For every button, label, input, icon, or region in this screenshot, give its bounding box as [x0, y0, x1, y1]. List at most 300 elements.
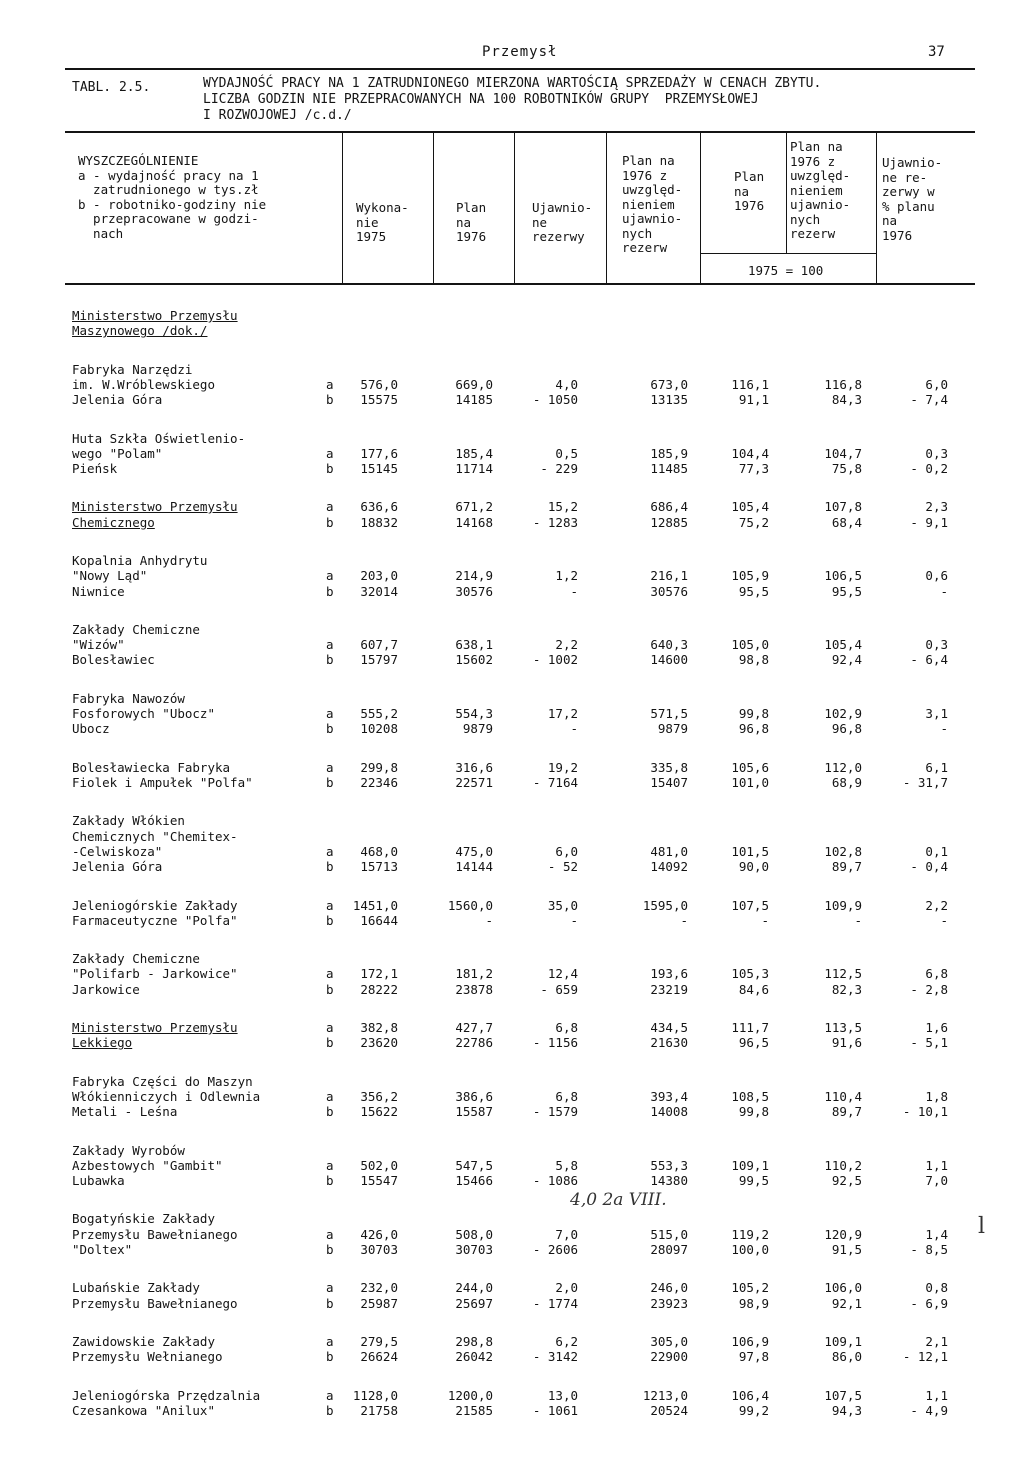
cell-a-col3: 2,2: [555, 637, 578, 653]
row-indicator-a: a: [326, 1226, 334, 1242]
row-label: -Celwiskoza": [72, 843, 163, 859]
cell-b-col2: 26042: [455, 1349, 493, 1365]
cell-b-col3: - 1579: [532, 1104, 578, 1120]
cell-b-col3: - 229: [540, 461, 578, 477]
cell-b-col1: 23620: [360, 1035, 398, 1051]
cell-a-col2: 181,2: [455, 966, 493, 982]
row-indicator-a: a: [326, 1387, 334, 1403]
row-indicator-a: a: [326, 966, 334, 982]
cell-a-col2: 427,7: [455, 1020, 493, 1035]
cell-b-col7: -: [940, 912, 948, 928]
cell-a-col1: 356,2: [360, 1088, 398, 1104]
row-indicator-b: b: [326, 1349, 334, 1365]
cell-a-col2: 669,0: [455, 376, 493, 392]
row-label: Zawidowskie Zakłady: [72, 1333, 215, 1349]
row-label: Jarkowice: [72, 981, 140, 997]
cell-b-col1: 15713: [360, 859, 398, 875]
cell-b-col7: - 8,5: [910, 1241, 948, 1257]
cell-a-col4: 1595,0: [642, 897, 688, 913]
cell-a-col6: 113,5: [824, 1020, 862, 1035]
cell-a-col4: 246,0: [650, 1280, 688, 1296]
cell-b-col6: 75,8: [831, 461, 862, 477]
cell-a-col1: 636,6: [360, 499, 398, 515]
cell-a-col7: 2,1: [925, 1333, 948, 1349]
cell-a-col4: 515,0: [650, 1226, 688, 1242]
row-label: Zakłady Chemiczne: [72, 951, 200, 967]
row-label: Przemysłu Bawełnianego: [72, 1226, 238, 1242]
cell-a-col5: 105,4: [731, 499, 769, 515]
row-indicator-b: b: [326, 1173, 334, 1189]
cell-a-col3: 0,5: [555, 445, 578, 461]
cell-b-col6: 94,3: [831, 1402, 862, 1418]
cell-a-col5: 101,5: [731, 843, 769, 859]
cell-a-col6: 120,9: [824, 1226, 862, 1242]
cell-a-col5: 105,0: [731, 637, 769, 653]
cell-a-col5: 116,1: [731, 376, 769, 392]
cell-b-col1: 32014: [360, 583, 398, 599]
cell-a-col4: 1213,0: [642, 1387, 688, 1403]
cell-b-col2: 15466: [455, 1173, 493, 1189]
cell-b-col5: 75,2: [738, 514, 769, 530]
cell-b-col2: 11714: [455, 461, 493, 477]
cell-a-col7: 1,6: [925, 1020, 948, 1035]
cell-a-col7: 0,3: [925, 637, 948, 653]
cell-b-col3: - 1061: [532, 1402, 578, 1418]
cell-b-col3: -: [570, 912, 578, 928]
cell-a-col3: 35,0: [547, 897, 578, 913]
cell-b-col6: -: [854, 912, 862, 928]
row-indicator-b: b: [326, 1104, 334, 1120]
cell-b-col3: - 1086: [532, 1173, 578, 1189]
cell-b-col1: 22346: [360, 774, 398, 790]
header-ujawnione: Ujawnio- ne rezerwy: [532, 200, 593, 244]
row-label: Fosforowych "Ubocz": [72, 706, 215, 722]
cell-a-col1: 299,8: [360, 759, 398, 775]
page-number: 37: [928, 44, 945, 60]
cell-b-col7: - 6,9: [910, 1295, 948, 1311]
cell-a-col4: 686,4: [650, 499, 688, 515]
cell-a-col1: 232,0: [360, 1280, 398, 1296]
cell-b-col1: 15547: [360, 1173, 398, 1189]
cell-a-col3: 12,4: [547, 966, 578, 982]
cell-a-col6: 109,1: [824, 1333, 862, 1349]
row-indicator-b: b: [326, 1035, 334, 1051]
row-indicator-b: b: [326, 912, 334, 928]
header-index-plan: Plan na 1976: [734, 169, 765, 213]
cell-b-col6: 86,0: [831, 1349, 862, 1365]
row-indicator-a: a: [326, 445, 334, 461]
cell-b-col2: 22571: [455, 774, 493, 790]
row-label: Ministerstwo Przemysłu: [72, 308, 238, 323]
row-label: Przemysłu Wełnianego: [72, 1349, 223, 1365]
header-sub-rule: [700, 253, 876, 254]
cell-a-col6: 107,8: [824, 499, 862, 515]
cell-b-col7: - 10,1: [902, 1104, 948, 1120]
cell-a-col2: 1200,0: [447, 1387, 493, 1403]
cell-b-col6: 89,7: [831, 859, 862, 875]
row-label: "Wizów": [72, 637, 125, 653]
cell-b-col5: 90,0: [738, 859, 769, 875]
cell-a-col1: 203,0: [360, 568, 398, 584]
row-indicator-b: b: [326, 652, 334, 668]
cell-b-col6: 96,8: [831, 721, 862, 737]
row-indicator-a: a: [326, 499, 334, 515]
cell-a-col2: 244,0: [455, 1280, 493, 1296]
cell-b-col4: 23923: [650, 1295, 688, 1311]
row-indicator-b: b: [326, 514, 334, 530]
cell-b-col1: 26624: [360, 1349, 398, 1365]
cell-b-col7: 7,0: [925, 1173, 948, 1189]
row-label: Bolesławiecka Fabryka: [72, 759, 231, 775]
header-divider: [606, 133, 607, 283]
row-indicator-a: a: [326, 1020, 334, 1035]
row-indicator-b: b: [326, 1295, 334, 1311]
row-label: Przemysłu Bawełnianego: [72, 1295, 238, 1311]
cell-a-col2: 554,3: [455, 706, 493, 722]
cell-a-col3: 19,2: [547, 759, 578, 775]
cell-a-col3: 6,8: [555, 1020, 578, 1035]
row-label: Kopalnia Anhydrytu: [72, 553, 208, 568]
cell-b-col2: 21585: [455, 1402, 493, 1418]
cell-b-col3: -: [570, 721, 578, 737]
cell-a-col1: 555,2: [360, 706, 398, 722]
cell-a-col6: 116,8: [824, 376, 862, 392]
cell-b-col7: - 6,4: [910, 652, 948, 668]
cell-a-col5: 105,3: [731, 966, 769, 982]
cell-a-col7: 0,1: [925, 843, 948, 859]
cell-b-col4: 23219: [650, 981, 688, 997]
header-percent: Ujawnio- ne re- zerwy w % planu na 1976: [882, 155, 943, 243]
page-title: Przemysł: [482, 44, 558, 60]
cell-a-col5: 106,4: [731, 1387, 769, 1403]
cell-a-col6: 112,0: [824, 759, 862, 775]
header-plan-1976: Plan na 1976: [456, 200, 487, 244]
cell-a-col6: 112,5: [824, 966, 862, 982]
cell-a-col3: 15,2: [547, 499, 578, 515]
cell-b-col2: -: [485, 912, 493, 928]
cell-b-col3: - 3142: [532, 1349, 578, 1365]
cell-b-col5: -: [761, 912, 769, 928]
cell-a-col3: 6,0: [555, 843, 578, 859]
row-indicator-b: b: [326, 392, 334, 408]
cell-a-col2: 214,9: [455, 568, 493, 584]
cell-a-col2: 508,0: [455, 1226, 493, 1242]
header-divider: [433, 133, 434, 283]
cell-a-col1: 576,0: [360, 376, 398, 392]
cell-b-col5: 77,3: [738, 461, 769, 477]
row-indicator-a: a: [326, 1280, 334, 1296]
cell-b-col7: - 0,2: [910, 461, 948, 477]
cell-b-col6: 82,3: [831, 981, 862, 997]
cell-a-col4: 481,0: [650, 843, 688, 859]
row-label: Ministerstwo Przemysłu: [72, 1020, 238, 1035]
row-indicator-a: a: [326, 843, 334, 859]
header-divider: [700, 133, 701, 283]
cell-a-col2: 386,6: [455, 1088, 493, 1104]
cell-a-col6: 106,0: [824, 1280, 862, 1296]
row-indicator-a: a: [326, 568, 334, 584]
cell-b-col5: 99,8: [738, 1104, 769, 1120]
cell-b-col3: - 1156: [532, 1035, 578, 1051]
cell-a-col6: 102,9: [824, 706, 862, 722]
cell-a-col2: 671,2: [455, 499, 493, 515]
cell-b-col3: - 1050: [532, 392, 578, 408]
cell-a-col5: 99,8: [738, 706, 769, 722]
cell-b-col6: 91,6: [831, 1035, 862, 1051]
row-label: Lekkiego: [72, 1035, 133, 1051]
header-divider: [876, 133, 877, 283]
row-label: Fabryka Części do Maszyn: [72, 1073, 253, 1089]
cell-a-col5: 105,2: [731, 1280, 769, 1296]
row-indicator-b: b: [326, 461, 334, 477]
row-indicator-b: b: [326, 774, 334, 790]
cell-b-col7: - 4,9: [910, 1402, 948, 1418]
cell-a-col3: 6,8: [555, 1088, 578, 1104]
cell-b-col4: 11485: [650, 461, 688, 477]
cell-a-col5: 106,9: [731, 1333, 769, 1349]
row-label: Fabryka Narzędzi: [72, 361, 193, 377]
row-label: Ubocz: [72, 721, 110, 737]
cell-b-col3: -: [570, 583, 578, 599]
cell-a-col5: 105,9: [731, 568, 769, 584]
cell-a-col6: 106,5: [824, 568, 862, 584]
cell-b-col1: 10208: [360, 721, 398, 737]
row-indicator-a: a: [326, 1088, 334, 1104]
cell-a-col7: 2,2: [925, 897, 948, 913]
cell-a-col6: 105,4: [824, 637, 862, 653]
row-indicator-a: a: [326, 1157, 334, 1173]
cell-b-col4: 20524: [650, 1402, 688, 1418]
cell-a-col4: 553,3: [650, 1157, 688, 1173]
cell-b-col6: 68,4: [831, 514, 862, 530]
row-label: Azbestowych "Gambit": [72, 1157, 223, 1173]
row-indicator-b: b: [326, 1241, 334, 1257]
header-index-base: 1975 = 100: [748, 263, 824, 278]
cell-b-col5: 101,0: [731, 774, 769, 790]
header-wykonanie: Wykona- nie 1975: [356, 200, 409, 244]
row-label: Fabryka Nawozów: [72, 690, 185, 706]
cell-b-col4: -: [680, 912, 688, 928]
cell-a-col6: 104,7: [824, 445, 862, 461]
cell-a-col7: 0,3: [925, 445, 948, 461]
cell-b-col7: - 12,1: [902, 1349, 948, 1365]
cell-a-col7: 6,0: [925, 376, 948, 392]
cell-b-col5: 95,5: [738, 583, 769, 599]
cell-a-col7: 2,3: [925, 499, 948, 515]
cell-b-col4: 13135: [650, 392, 688, 408]
cell-a-col6: 109,9: [824, 897, 862, 913]
row-label: Farmaceutyczne "Polfa": [72, 912, 238, 928]
row-label: Zakłady Wyrobów: [72, 1142, 185, 1158]
handwritten-note: 4,0 2a VIII.: [570, 1190, 667, 1210]
cell-a-col3: 2,0: [555, 1280, 578, 1296]
cell-a-col4: 434,5: [650, 1020, 688, 1035]
cell-b-col2: 30576: [455, 583, 493, 599]
row-indicator-a: a: [326, 706, 334, 722]
cell-b-col1: 15145: [360, 461, 398, 477]
cell-a-col2: 316,6: [455, 759, 493, 775]
cell-b-col3: - 2606: [532, 1241, 578, 1257]
cell-a-col4: 335,8: [650, 759, 688, 775]
cell-b-col4: 14092: [650, 859, 688, 875]
row-label: Jeleniogórskie Zakłady: [72, 897, 238, 913]
cell-b-col3: - 1002: [532, 652, 578, 668]
cell-b-col6: 68,9: [831, 774, 862, 790]
row-label: Jeleniogórska Przędzalnia: [72, 1387, 261, 1403]
row-label: Ministerstwo Przemysłu: [72, 499, 238, 515]
cell-b-col3: - 659: [540, 981, 578, 997]
cell-b-col2: 30703: [455, 1241, 493, 1257]
cell-a-col1: 172,1: [360, 966, 398, 982]
row-indicator-b: b: [326, 583, 334, 599]
cell-b-col5: 98,8: [738, 652, 769, 668]
cell-a-col2: 1560,0: [447, 897, 493, 913]
cell-b-col1: 15575: [360, 392, 398, 408]
cell-b-col4: 14008: [650, 1104, 688, 1120]
row-indicator-a: a: [326, 637, 334, 653]
cell-a-col5: 107,5: [731, 897, 769, 913]
row-label: Zakłady Włókien: [72, 813, 185, 829]
cell-a-col2: 185,4: [455, 445, 493, 461]
cell-a-col4: 571,5: [650, 706, 688, 722]
cell-a-col4: 673,0: [650, 376, 688, 392]
cell-b-col5: 99,5: [738, 1173, 769, 1189]
cell-a-col7: 3,1: [925, 706, 948, 722]
cell-b-col6: 89,7: [831, 1104, 862, 1120]
cell-b-col6: 92,4: [831, 652, 862, 668]
header-bottom-rule: [65, 283, 975, 285]
cell-a-col6: 107,5: [824, 1387, 862, 1403]
cell-b-col4: 14600: [650, 652, 688, 668]
row-indicator-a: a: [326, 897, 334, 913]
cell-a-col3: 4,0: [555, 376, 578, 392]
row-label: Lubańskie Zakłady: [72, 1280, 200, 1296]
cell-b-col2: 14144: [455, 859, 493, 875]
header-plan-uwzgl: Plan na 1976 z uwzględ- nieniem ujawnio- nych rezerw: [622, 153, 683, 255]
cell-a-col6: 110,4: [824, 1088, 862, 1104]
cell-b-col4: 28097: [650, 1241, 688, 1257]
row-label: Pieńsk: [72, 461, 118, 477]
cell-a-col2: 298,8: [455, 1333, 493, 1349]
cell-b-col4: 9879: [657, 721, 688, 737]
cell-a-col7: 0,6: [925, 568, 948, 584]
header-divider: [342, 133, 343, 283]
cell-a-col6: 110,2: [824, 1157, 862, 1173]
cell-a-col7: 1,4: [925, 1226, 948, 1242]
cell-a-col1: 177,6: [360, 445, 398, 461]
row-label: wego "Polam": [72, 445, 163, 461]
cell-b-col5: 91,1: [738, 392, 769, 408]
cell-a-col5: 105,6: [731, 759, 769, 775]
cell-b-col2: 9879: [462, 721, 493, 737]
cell-a-col3: 1,2: [555, 568, 578, 584]
cell-a-col4: 305,0: [650, 1333, 688, 1349]
cell-b-col4: 22900: [650, 1349, 688, 1365]
cell-b-col7: - 31,7: [902, 774, 948, 790]
cell-a-col1: 1128,0: [352, 1387, 398, 1403]
row-indicator-a: a: [326, 376, 334, 392]
cell-b-col1: 16644: [360, 912, 398, 928]
cell-a-col7: 1,8: [925, 1088, 948, 1104]
cell-b-col1: 15797: [360, 652, 398, 668]
cell-a-col4: 393,4: [650, 1088, 688, 1104]
cell-b-col7: - 7,4: [910, 392, 948, 408]
cell-b-col2: 14168: [455, 514, 493, 530]
cell-a-col3: 5,8: [555, 1157, 578, 1173]
cell-b-col5: 100,0: [731, 1241, 769, 1257]
cell-b-col7: -: [940, 721, 948, 737]
row-label: Chemicznych "Chemitex-: [72, 828, 238, 844]
cell-a-col1: 468,0: [360, 843, 398, 859]
page-header: [0, 44, 1024, 68]
cell-b-col6: 92,5: [831, 1173, 862, 1189]
cell-a-col1: 426,0: [360, 1226, 398, 1242]
cell-b-col7: - 9,1: [910, 514, 948, 530]
cell-a-col4: 216,1: [650, 568, 688, 584]
row-label: Chemicznego: [72, 514, 155, 530]
cell-a-col4: 640,3: [650, 637, 688, 653]
cell-b-col1: 28222: [360, 981, 398, 997]
cell-b-col3: - 1283: [532, 514, 578, 530]
row-label: Zakłady Chemiczne: [72, 621, 200, 637]
header-index-plan-uwzgl: Plan na 1976 z uwzględ- nieniem ujawnio- nych rezerw: [790, 139, 851, 241]
cell-b-col1: 30703: [360, 1241, 398, 1257]
cell-b-col3: - 1774: [532, 1295, 578, 1311]
row-label: Lubawka: [72, 1173, 125, 1189]
cell-b-col4: 12885: [650, 514, 688, 530]
cell-b-col4: 15407: [650, 774, 688, 790]
row-indicator-b: b: [326, 859, 334, 875]
table-title-line: I ROZWOJOWEJ /c.d./: [203, 108, 352, 123]
cell-b-col5: 99,2: [738, 1402, 769, 1418]
cell-b-col2: 25697: [455, 1295, 493, 1311]
cell-b-col5: 98,9: [738, 1295, 769, 1311]
cell-a-col1: 279,5: [360, 1333, 398, 1349]
cell-a-col4: 185,9: [650, 445, 688, 461]
margin-mark: l: [978, 1214, 986, 1239]
cell-b-col1: 18832: [360, 514, 398, 530]
row-label: Huta Szkła Oświetlenio-: [72, 430, 246, 446]
cell-b-col7: - 0,4: [910, 859, 948, 875]
header-top-rule: [65, 131, 975, 133]
cell-a-col2: 547,5: [455, 1157, 493, 1173]
cell-a-col1: 1451,0: [352, 897, 398, 913]
row-label: "Polifarb - Jarkowice": [72, 966, 238, 982]
cell-b-col4: 30576: [650, 583, 688, 599]
cell-b-col6: 95,5: [831, 583, 862, 599]
row-label: Jelenia Góra: [72, 392, 163, 408]
cell-b-col6: 84,3: [831, 392, 862, 408]
table-title-line: LICZBA GODZIN NIE PRZEPRACOWANYCH NA 100 ROBOTNIKÓW GRUPY PRZEMYSŁOWEJ: [203, 92, 759, 107]
cell-b-col4: 14380: [650, 1173, 688, 1189]
cell-b-col2: 15587: [455, 1104, 493, 1120]
cell-a-col3: 13,0: [547, 1387, 578, 1403]
cell-b-col6: 92,1: [831, 1295, 862, 1311]
table-title-line: WYDAJNOŚĆ PRACY NA 1 ZATRUDNIONEGO MIERZONA WARTOŚCIĄ SPRZEDAŻY W CENACH ZBYTU.: [203, 76, 822, 91]
cell-a-col3: 6,2: [555, 1333, 578, 1349]
top-rule: [65, 68, 975, 70]
header-divider: [786, 133, 787, 253]
row-label: Maszynowego /dok./: [72, 323, 208, 339]
cell-b-col7: - 5,1: [910, 1035, 948, 1051]
cell-a-col7: 0,8: [925, 1280, 948, 1296]
header-divider: [514, 133, 515, 283]
cell-b-col7: - 2,8: [910, 981, 948, 997]
cell-a-col6: 102,8: [824, 843, 862, 859]
cell-a-col7: 6,8: [925, 966, 948, 982]
row-label: Fiolek i Ampułek "Polfa": [72, 774, 253, 790]
row-indicator-b: b: [326, 721, 334, 737]
